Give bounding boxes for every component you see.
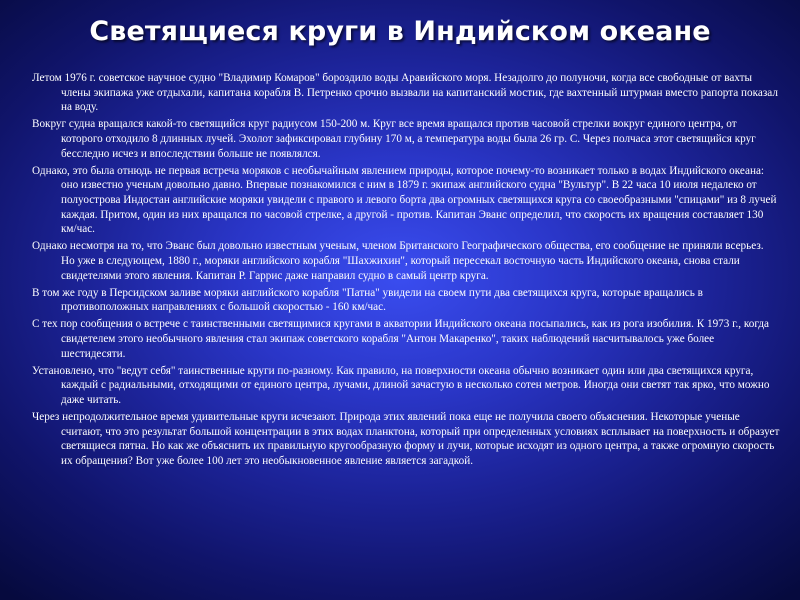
paragraph: Вокруг судна вращался какой-то светящийся круг радиусом 150-200 м. Круг все время вращался против часовой стрелки вокруг единого центра, от которого отходило 8 длинных лучей. Эхолот зафиксировал глубину 170 м, а температура воды была 26 гр. С. Через полчаса этот светящийся круг бесследно исчез и впоследствии больше не появлялся. bbox=[32, 118, 756, 160]
paragraph: С тех пор сообщения о встрече с таинственными светящимися кругами в акватории Индийского океана посыпались, как из рога изобилия. К 1973 г., когда свидетелем этого необычного явления стал экипаж советского корабля "Антон Макаренко", таких наблюдений насчитывалось уже более шестидесяти. bbox=[32, 318, 770, 360]
slide-title: Светящиеся круги в Индийском океане bbox=[89, 16, 711, 47]
paragraph: В том же году в Персидском заливе моряки английского корабля "Патна" увидели на своем пути два светящихся круга, которые вращались в противоположных направлениях с большой скоростью - 160 км/час. bbox=[32, 286, 703, 314]
slide-body bbox=[32, 71, 780, 471]
paragraph: Через непродолжительное время удивительные круги исчезают. Природа этих явлений пока еще не получила своего объяснения. Некоторые ученые считают, что это результат большой концентрации в этих водах планктона, который при определенных условиях всплывает на поверхность и образует светящиеся пятна. Но как же объяснить их правильную кругообразную форму и лучи, которые исходят из одного центра, а также огромную скорость их обращения? Вот уже более 100 лет это необыкновенное явление является загадкой. bbox=[32, 411, 780, 467]
paragraph: Установлено, что "ведут себя" таинственные круги по-разному. Как правило, на поверхности океана обычно возникает один или два светящихся круга, каждый с радиальными, отходящими от единого центра, лучами, длиной зачастую в несколько сотен метров. Иногда они светят так ярко, что можно даже читать. bbox=[32, 364, 770, 407]
paragraph: Летом 1976 г. советское научное судно "Владимир Комаров" бороздило воды Аравийского моря. Незадолго до полуночи, когда все свободные от вахты члены экипажа уже отдыхали, капитана корабля В. Петренко срочно вызвали на капитанский мостик, где вахтенный штурман вместо рапорта показал на воду. bbox=[32, 72, 778, 114]
paragraph: Однако несмотря на то, что Эванс был довольно известным ученым, членом Британского Географического общества, его сообщение не приняли всерьез. Но уже в следующем, 1880 г., моряки английского корабля "Шахжихин", который пересекал восточную часть Индийского океана, снова стали свидетелями этого явления. Капитан Р. Гаррис даже направил судно в самый центр круга. bbox=[32, 240, 764, 282]
paragraph: Однако, это была отнюдь не первая встреча моряков с необычайным явлением природы, которое почему-то возникает только в водах Индийского океана: оно известно ученым довольно давно. Впервые познакомился с ним в 1879 г. экипаж английского судна "Вультур". В 22 часа 10 июля недалеко от полуострова Индостан английские моряки увидели с правого и левого борта два огромных светящихся круга со своеобразными "спицами" из 8 лучей каждая. Притом, один из них вращался по часовой стрелке, а другой - против. Капитан Эванс определил, что скорость их вращения составляет 130 км/час. bbox=[32, 164, 777, 236]
